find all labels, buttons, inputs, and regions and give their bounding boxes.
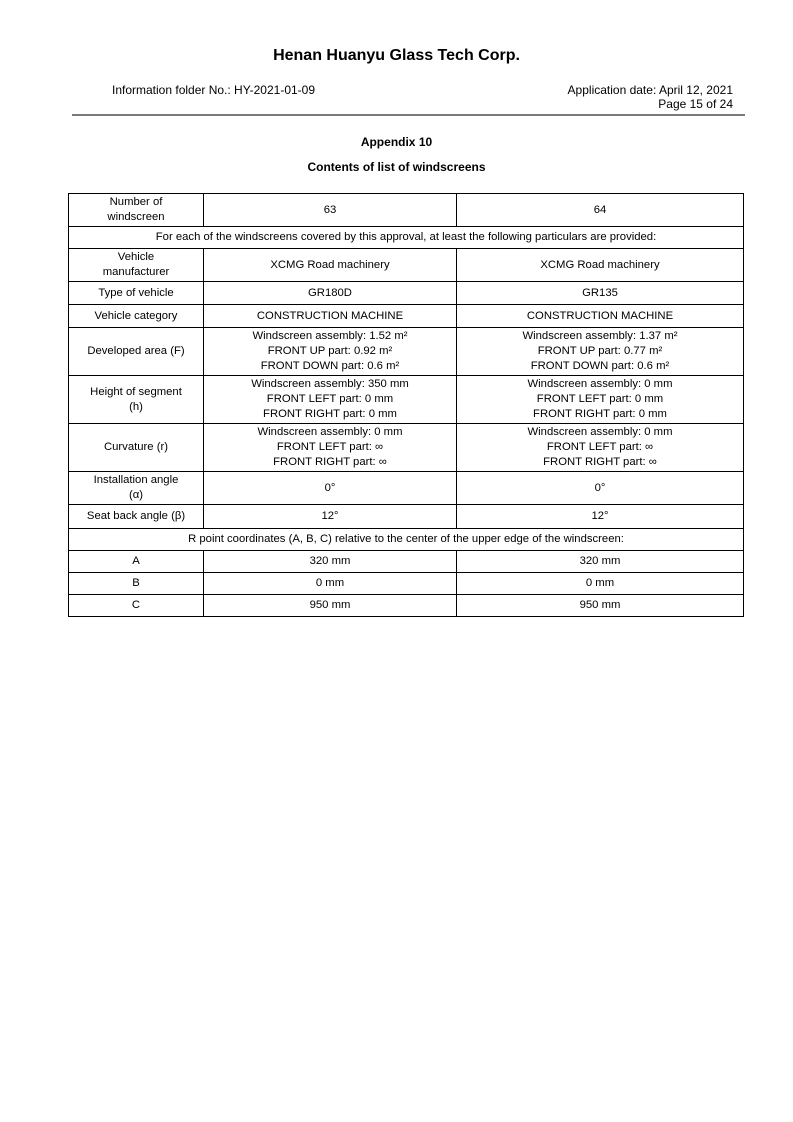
value-line: Windscreen assembly: 1.37 m² xyxy=(522,330,678,342)
row-curvature xyxy=(69,424,744,472)
value-line: FRONT UP part: 0.92 m² xyxy=(267,345,393,357)
value-line: FRONT LEFT part: 0 mm xyxy=(266,393,394,405)
header-divider xyxy=(72,114,745,116)
row-number-of-windscreen xyxy=(69,194,744,227)
label-line: (h) xyxy=(129,400,143,413)
value-line: FRONT LEFT part: ∞ xyxy=(546,441,654,453)
cell-seat-back-angle-label: Seat back angle (β) xyxy=(69,505,204,529)
cell-coord-c-label: C xyxy=(69,595,204,617)
value-line: FRONT RIGHT part: ∞ xyxy=(273,456,387,468)
cell-particulars-note: For each of the windscreens covered by this approval, at least the following particulars are provided: xyxy=(69,227,744,249)
row-seat-back-angle xyxy=(69,505,744,529)
label-line: Installation angle xyxy=(93,474,179,486)
header-info-row xyxy=(112,83,733,111)
cell-installation-angle-64: 0° xyxy=(457,472,744,505)
label-line: (α) xyxy=(128,489,144,501)
cell-category-label: Vehicle category xyxy=(69,305,204,328)
cell-developed-area-64 xyxy=(457,328,744,376)
row-vehicle-category xyxy=(69,305,744,328)
cell-category-63: CONSTRUCTION MACHINE xyxy=(204,305,457,328)
label-line: Height of segment xyxy=(90,385,182,398)
label-line: Number of xyxy=(109,196,163,208)
row-type-of-vehicle xyxy=(69,282,744,305)
cell-number-63: 63 xyxy=(204,194,457,227)
row-r-point-note xyxy=(69,529,744,551)
value-line: FRONT DOWN part: 0.6 m² xyxy=(530,360,670,372)
cell-seat-back-angle-64: 12° xyxy=(457,505,744,529)
value-line: FRONT RIGHT part: 0 mm xyxy=(533,408,667,420)
label-line: manufacturer xyxy=(102,266,170,278)
row-coordinate-a xyxy=(69,551,744,573)
value-line: FRONT DOWN part: 0.6 m² xyxy=(260,360,400,372)
cell-curvature-label: Curvature (r) xyxy=(69,424,204,472)
cell-number-64: 64 xyxy=(457,194,744,227)
cell-coord-b-label: B xyxy=(69,573,204,595)
cell-installation-angle-label xyxy=(69,472,204,505)
cell-developed-area-63 xyxy=(204,328,457,376)
cell-vehicle-type-64: GR135 xyxy=(457,282,744,305)
header-right-block xyxy=(568,83,733,111)
row-coordinate-b xyxy=(69,573,744,595)
cell-coord-a-63: 320 mm xyxy=(204,551,457,573)
value-line: FRONT RIGHT part: ∞ xyxy=(543,456,657,468)
value-line: Windscreen assembly: 0 mm xyxy=(527,426,673,438)
row-height-of-segment xyxy=(69,376,744,424)
cell-developed-area-label: Developed area (F) xyxy=(69,328,204,376)
value-line: FRONT LEFT part: 0 mm xyxy=(536,393,664,405)
cell-vehicle-type-label: Type of vehicle xyxy=(69,282,204,305)
value-line: FRONT RIGHT part: 0 mm xyxy=(263,408,397,420)
cell-category-64: CONSTRUCTION MACHINE xyxy=(457,305,744,328)
row-installation-angle xyxy=(69,472,744,505)
value-line: FRONT LEFT part: ∞ xyxy=(276,441,384,453)
value-line: Windscreen assembly: 0 mm xyxy=(257,426,403,438)
cell-coord-c-63: 950 mm xyxy=(204,595,457,617)
cell-coord-b-64: 0 mm xyxy=(457,573,744,595)
value-line: Windscreen assembly: 1.52 m² xyxy=(252,330,408,342)
cell-installation-angle-63: 0° xyxy=(204,472,457,505)
row-vehicle-manufacturer xyxy=(69,249,744,282)
cell-coord-a-64: 320 mm xyxy=(457,551,744,573)
page-number: Page 15 of 24 xyxy=(658,97,733,111)
cell-coord-b-63: 0 mm xyxy=(204,573,457,595)
company-title: Henan Huanyu Glass Tech Corp. xyxy=(273,47,520,64)
cell-segment-height-63 xyxy=(204,376,457,424)
cell-coord-c-64: 950 mm xyxy=(457,595,744,617)
cell-curvature-64 xyxy=(457,424,744,472)
cell-manufacturer-63: XCMG Road machinery xyxy=(204,249,457,282)
cell-seat-back-angle-63: 12° xyxy=(204,505,457,529)
windscreen-table xyxy=(68,193,744,617)
row-particulars-note xyxy=(69,227,744,249)
cell-vehicle-type-63: GR180D xyxy=(204,282,457,305)
cell-curvature-63 xyxy=(204,424,457,472)
cell-manufacturer-64: XCMG Road machinery xyxy=(457,249,744,282)
row-developed-area xyxy=(69,328,744,376)
cell-number-label xyxy=(69,194,204,227)
application-date: Application date: April 12, 2021 xyxy=(567,83,733,97)
cell-segment-height-64 xyxy=(457,376,744,424)
value-line: FRONT UP part: 0.77 m² xyxy=(537,345,663,357)
label-line: Vehicle xyxy=(117,251,155,263)
appendix-subtitle: Contents of list of windscreens xyxy=(307,160,486,174)
row-coordinate-c xyxy=(69,595,744,617)
value-line: Windscreen assembly: 350 mm xyxy=(251,378,409,390)
label-line: windscreen xyxy=(107,211,165,223)
cell-manufacturer-label xyxy=(69,249,204,282)
cell-coord-a-label: A xyxy=(69,551,204,573)
cell-segment-height-label xyxy=(69,376,204,424)
cell-r-point-note: R point coordinates (A, B, C) relative to the center of the upper edge of the windscreen: xyxy=(69,529,744,551)
appendix-title: Appendix 10 xyxy=(360,135,433,149)
info-folder-number: Information folder No.: HY-2021-01-09 xyxy=(112,83,316,97)
value-line: Windscreen assembly: 0 mm xyxy=(527,378,673,390)
